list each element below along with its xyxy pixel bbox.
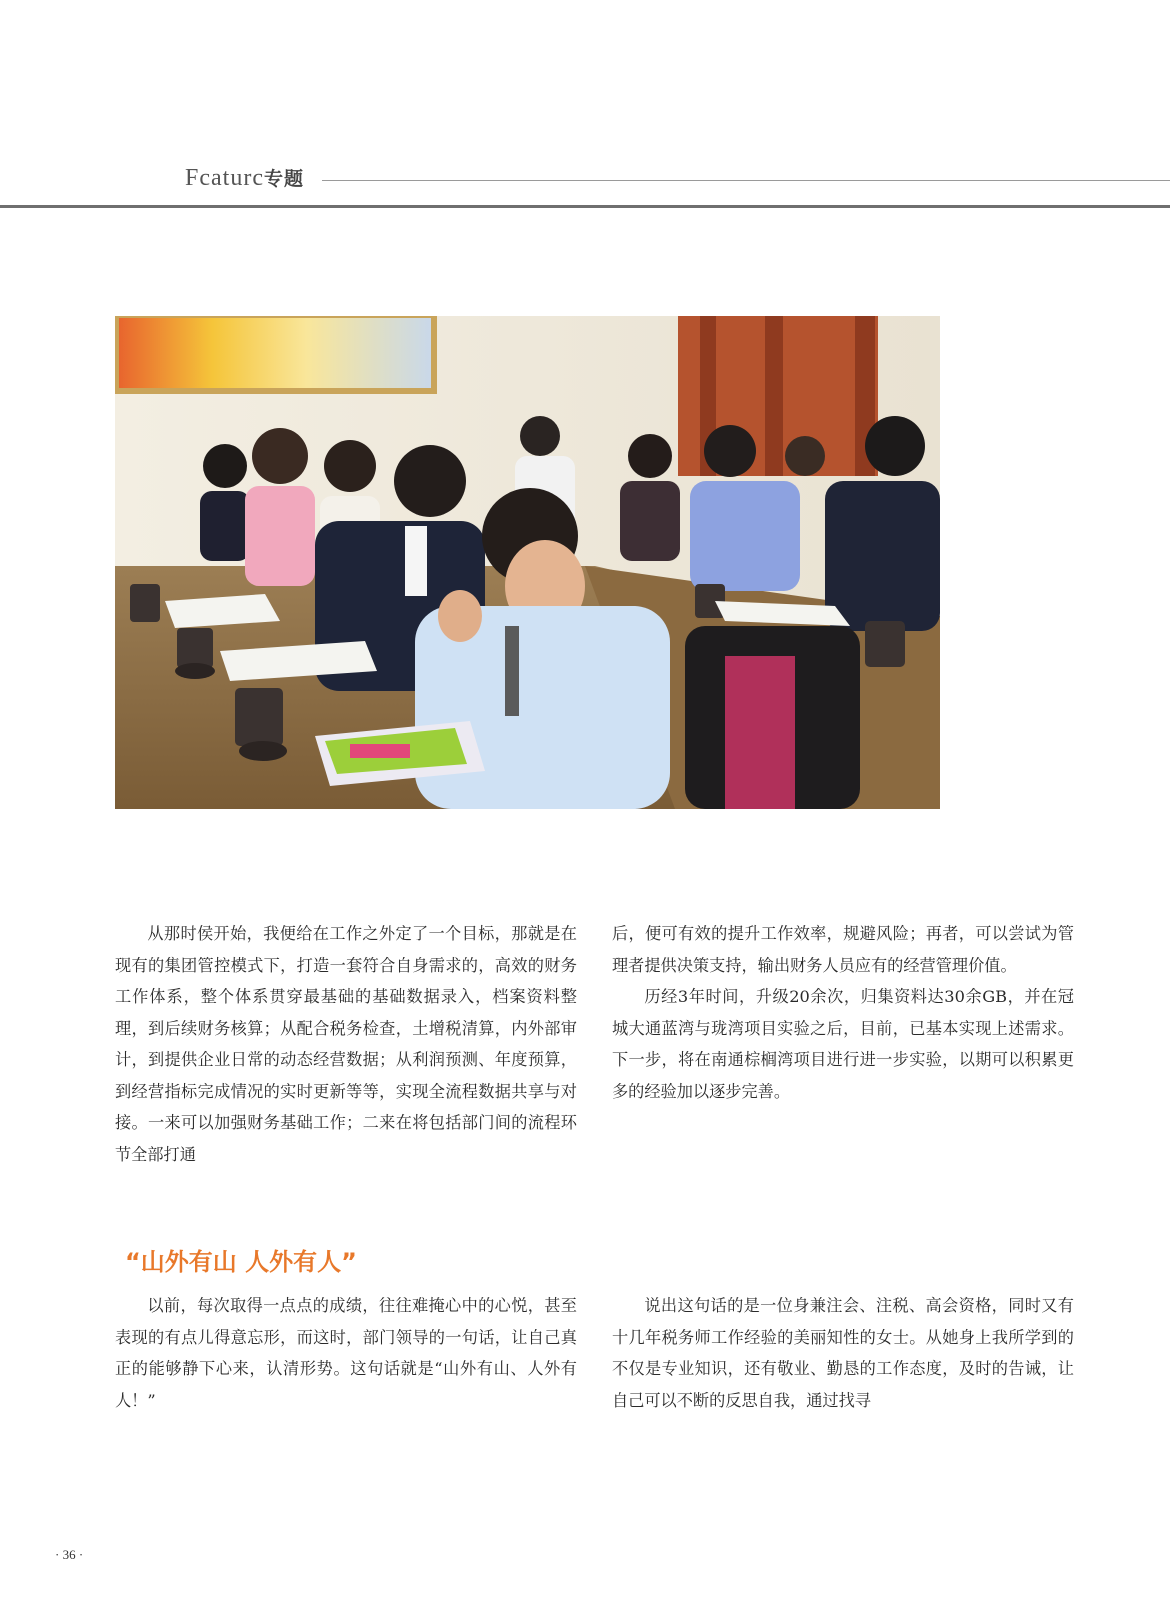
body-column-3 [115,1290,577,1416]
paragraph: 从那时侯开始，我便给在工作之外定了一个目标，那就是在现有的集团管控模式下，打造一套符合自身需求的，高效的财务工作体系，整个体系贯穿最基础的基础数据录入，档案资料整理，到后续财务核算；从配合税务检查，土增税清算，内外部审计，到提供企业日常的动态经营数据；从利润预测、年度预算，到经营指标完成情况的实时更新等等，实现全流程数据共享与对接。一来可以加强财务基础工作；二来在将包括部门间的流程环节全部打通 [115,924,577,1164]
body-column-1 [115,918,577,1170]
body-column-2 [612,918,1074,1107]
paragraph: 历经3年时间，升级20余次，归集资料达30余GB，并在冠城大通蓝湾与珑湾项目实验之后，目前，已基本实现上述需求。下一步，将在南通棕榈湾项目进行进一步实验，以期可以积累更多的经验加以逐步完善。 [612,987,1074,1101]
page-number: · 36 · [55,1547,84,1562]
paragraph: 以前，每次取得一点点的成绩，往往难掩心中的心悦，甚至表现的有点儿得意忘形，而这时，部门领导的一句话，让自己真正的能够静下心来，认清形势。这句话就是“山外有山、人外有人！” [115,1296,577,1410]
section-header [185,163,304,192]
header-rule-thick [0,205,1170,208]
section-heading: “山外有山 人外有人” [125,1248,357,1276]
paragraph: 说出这句话的是一位身兼注会、注税、高会资格，同时又有十几年税务师工作经验的美丽知性的女士。从她身上我所学到的不仅是专业知识，还有敬业、勤恳的工作态度，及时的告诫，让自己可以不断的反思自我，通过找寻 [612,1296,1074,1410]
header-rule-thin [322,180,1170,181]
meeting-photo [115,316,940,809]
section-label-zh: 专题 [263,168,304,190]
paragraph: 后，便可有效的提升工作效率，规避风险；再者，可以尝试为管理者提供决策支持，输出财务人员应有的经营管理价值。 [612,924,1074,975]
body-column-4 [612,1290,1074,1416]
section-label-en: Fcaturc [185,165,264,191]
